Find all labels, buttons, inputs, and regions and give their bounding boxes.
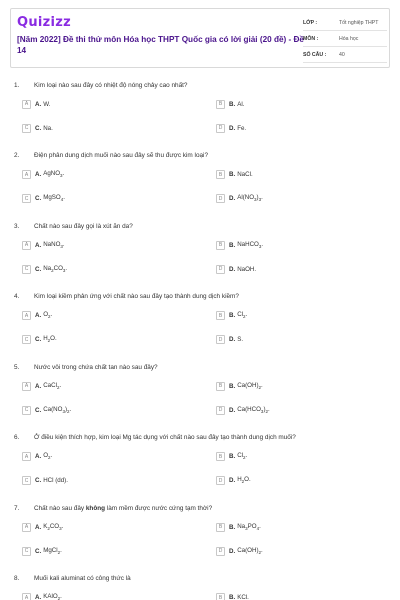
meta-value: Tốt nghiệp THPT [339,19,379,26]
option-letter-box: C [22,406,31,415]
document-title: [Năm 2022] Đề thi thử môn Hóa học THPT Quốc gia có lời giải (20 đề) - Đề 14 [17,35,304,55]
option-c[interactable] [22,404,71,416]
question-8 [14,574,386,584]
option-letter-box: A [22,311,31,320]
option-text: S. [237,336,244,343]
option-letter-box: A [22,100,31,109]
option-label: A. [35,523,42,531]
question-text: Điện phân dung dịch muối nào sau đây sẽ thu được kim loại? [34,152,209,159]
option-letter-box: A [22,452,31,461]
question-number: 3. [14,222,20,230]
option-label: A. [35,382,42,390]
question-text: Chất nào sau đây không làm mềm được nước cứng tạm thời? [34,504,213,512]
option-label: D. [229,406,236,414]
option-label: B. [229,241,236,249]
option-b[interactable] [216,169,253,181]
option-letter-box: C [22,547,31,556]
option-letter-box: D [216,547,225,556]
question-1 [14,80,386,90]
option-label: D. [229,547,236,555]
question-6 [14,433,386,443]
option-label: B. [229,453,236,460]
question-3 [14,221,386,231]
option-letter-box: D [216,124,225,133]
option-text: AgNO$_3$. [43,170,65,179]
option-label: A. [35,594,42,600]
option-text: $H_2O$. [237,476,251,485]
question-number: 5. [14,363,20,371]
option-d[interactable] [216,122,246,134]
option-c[interactable] [22,193,65,205]
option-letter-box: A [22,241,31,250]
option-label: A. [35,241,42,249]
option-text: $H_2O$. [43,335,57,344]
option-label: C. [35,124,42,132]
option-a[interactable] [22,380,61,392]
option-label: B. [229,171,236,178]
option-a[interactable] [22,592,62,600]
option-label: C. [35,195,42,202]
question-text: Kim loại kiềm phản ứng với chất nào sau đây tạo thành dung dịch kiềm? [34,293,239,300]
option-c[interactable] [22,334,57,346]
option-c[interactable] [22,263,67,275]
option-b[interactable] [216,592,249,600]
question-number: 6. [14,434,20,441]
meta-value: 40 [339,51,345,58]
option-d[interactable] [216,545,263,557]
option-letter-box: A [22,523,31,532]
option-label: C. [35,477,42,484]
question-line [14,151,386,161]
option-label: A. [35,100,42,108]
option-letter-box: D [216,194,225,203]
option-text: CaCl$_2$. [43,381,62,391]
option-a[interactable] [22,239,65,251]
option-text: NaNO$_3$. [43,240,65,250]
option-text: Na. [43,124,53,132]
option-text: KAlO$_2$. [43,593,62,600]
meta-table [303,15,387,63]
option-text: $Ca(OH)_2$. [237,546,263,556]
option-text: HCl (dd). [43,477,68,484]
question-number: 8. [14,575,20,582]
option-letter-box: A [22,170,31,179]
option-text: $Ca(OH)_2$. [237,381,263,391]
question-number: 2. [14,152,20,159]
option-a[interactable] [22,521,63,533]
question-number: 7. [14,504,20,512]
option-text: $K_2CO_3$. [43,522,64,532]
option-c[interactable] [22,475,68,487]
question-7 [14,503,386,513]
question-emphasis: không [85,504,106,512]
meta-key: SỐ CÂU : [303,51,327,58]
option-label: D. [229,195,236,202]
option-label: B. [229,100,236,108]
option-c[interactable] [22,122,53,134]
option-d[interactable] [216,475,251,487]
option-d[interactable] [216,193,263,205]
question-line [14,292,386,302]
option-letter-box: B [216,311,225,320]
option-b[interactable] [216,521,261,533]
question-line [14,433,386,443]
option-label: B. [229,523,236,531]
option-label: A. [35,171,42,178]
option-letter-box: D [216,476,225,485]
option-label: C. [35,265,42,273]
option-text: $Ca(HCO_3)_2$. [237,405,270,415]
question-number: 1. [14,81,20,89]
question-line [14,362,386,372]
option-text: NaCl. [237,171,253,178]
option-label: C. [35,406,42,414]
meta-row-count [303,47,387,63]
option-text: KCl. [237,594,249,600]
option-letter-box: B [216,452,225,461]
option-letter-box: A [22,593,31,600]
option-text: $O_2$. [43,452,53,461]
question-number: 4. [14,293,20,300]
question-text: Muối kali aluminat có công thức là [34,575,131,582]
question-text: Ở điều kiện thích hợp, kim loại Mg tác dụng với chất nào sau đây tạo thành dung dịch muối? [34,434,296,441]
option-label: D. [229,477,236,484]
option-letter-box: C [22,194,31,203]
option-d[interactable] [216,404,270,416]
option-b[interactable] [216,239,263,251]
option-text: $Cl_2$. [237,452,248,461]
option-letter-box: B [216,241,225,250]
option-letter-box: B [216,382,225,391]
document-header [10,8,390,68]
option-b[interactable] [216,380,263,392]
option-text: $O_2$. [43,311,53,320]
option-label: B. [229,312,236,319]
option-letter-box: B [216,593,225,600]
option-text: NaHCO$_3$. [237,240,264,250]
option-text: $Na_2CO_3$. [43,264,68,274]
option-label: C. [35,547,42,555]
meta-row-subject [303,31,387,47]
meta-row-grade [303,15,387,31]
option-text: $Al(NO_3)_3$. [237,194,263,203]
question-4 [14,292,386,302]
option-text: Fe. [237,124,247,132]
question-line [14,80,386,90]
question-text: Kim loại nào sau đây có nhiệt độ nóng chảy cao nhất? [34,81,188,89]
option-label: C. [35,336,42,343]
option-label: D. [229,124,236,132]
option-label: B. [229,382,236,390]
option-a[interactable] [22,451,52,463]
question-text: Chất nào sau đây gọi là xút ăn da? [34,222,133,230]
option-text: W. [43,100,51,108]
option-b[interactable] [216,451,247,463]
option-letter-box: C [22,265,31,274]
option-letter-box: C [22,476,31,485]
option-d[interactable] [216,263,256,275]
option-b[interactable] [216,310,247,322]
option-letter-box: D [216,335,225,344]
option-letter-box: B [216,100,225,109]
option-d[interactable] [216,334,243,346]
option-letter-box: B [216,170,225,179]
option-letter-box: B [216,523,225,532]
option-label: D. [229,336,236,343]
option-letter-box: A [22,382,31,391]
option-letter-box: C [22,335,31,344]
option-text: $Cl_2$. [237,311,248,320]
question-line [14,503,386,513]
quizizz-logo: Quizizz [17,15,72,30]
option-text: MgSO$_4$. [43,194,65,203]
option-letter-box: D [216,265,225,274]
option-b[interactable] [216,98,244,110]
option-text: Al. [237,100,245,108]
option-text: NaOH. [237,265,257,273]
option-text: $Na_3PO_4$. [237,522,261,532]
option-a[interactable] [22,98,50,110]
question-2 [14,151,386,161]
option-a[interactable] [22,169,64,181]
option-text: $Ca(NO_3)_2$. [43,405,72,415]
question-line [14,221,386,231]
option-label: A. [35,453,42,460]
question-5 [14,362,386,372]
question-text: Nước vôi trong chứa chất tan nào sau đây? [34,363,158,371]
option-label: B. [229,594,236,600]
option-text: MgCl$_2$. [43,546,62,556]
option-c[interactable] [22,545,62,557]
question-line [14,574,386,584]
option-label: D. [229,265,236,273]
option-letter-box: C [22,124,31,133]
option-letter-box: D [216,406,225,415]
meta-key: MÔN : [303,35,319,42]
meta-value: Hóa học [339,35,359,42]
meta-key: LỚP : [303,19,318,26]
option-label: A. [35,312,42,319]
option-a[interactable] [22,310,52,322]
